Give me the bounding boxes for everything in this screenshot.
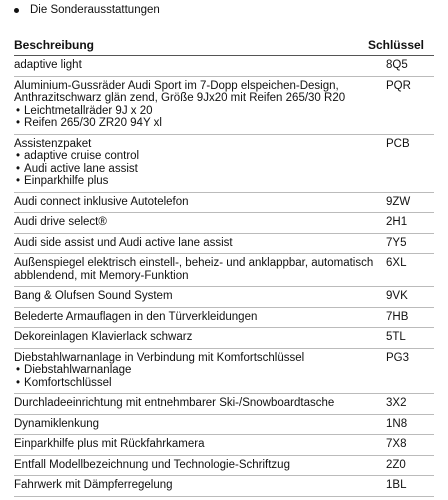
row-description — [14, 290, 374, 303]
row-description — [14, 331, 374, 344]
row-code: 9ZW — [386, 195, 411, 208]
table-row — [14, 349, 434, 395]
row-description — [14, 59, 374, 72]
row-code: 9VK — [386, 290, 408, 302]
row-description — [14, 352, 374, 390]
description-line: Audi side assist und Audi active lane assist — [14, 236, 233, 249]
row-code: 1BL — [386, 479, 407, 491]
table-row — [14, 193, 434, 214]
table-row — [14, 328, 434, 349]
table-row — [14, 308, 434, 329]
row-description — [14, 237, 374, 250]
description-line: Einparkhilfe plus mit Rückfahrkamera — [14, 438, 205, 450]
table-row — [14, 77, 434, 135]
bullet-icon: • — [16, 364, 21, 376]
description-line: Dynamiklenkung — [14, 417, 100, 430]
bullet-icon — [14, 8, 19, 13]
row-code: 8Q5 — [386, 59, 408, 71]
sub-item — [14, 175, 374, 188]
row-code: 7X8 — [386, 438, 407, 450]
bullet-icon: • — [16, 162, 21, 175]
row-description — [14, 216, 374, 229]
table-row — [14, 415, 434, 436]
description-line: Assistenzpaket — [14, 137, 92, 150]
column-header-description: Beschreibung — [14, 38, 95, 52]
row-description — [14, 196, 374, 209]
section-heading — [14, 4, 160, 16]
row-code: 7HB — [386, 310, 409, 323]
row-description — [14, 397, 374, 410]
description-line: Außenspiegel elektrisch einstell-, beheiz- und anklappbar, automatisch — [14, 257, 374, 269]
section-heading-text: Die Sonderausstattungen — [30, 4, 160, 16]
description-line: Aluminium-Gussräder Audi Sport im 7-Dopp elspeichen-Design, — [14, 79, 339, 92]
equipment-table — [14, 38, 434, 497]
sub-item-text: adaptive cruise control — [24, 150, 140, 162]
description-line: Bang & Olufsen Sound System — [14, 290, 173, 302]
description-line: Belederte Armauflagen in den Türverkleidungen — [14, 310, 258, 323]
table-body — [14, 56, 434, 497]
table-header — [14, 38, 434, 56]
table-row — [14, 287, 434, 308]
row-code: 3X2 — [386, 397, 407, 409]
sub-item — [14, 163, 374, 176]
row-code: 7Y5 — [386, 236, 407, 249]
sub-item-text: Audi active lane assist — [24, 162, 138, 175]
description-line: Audi drive select® — [14, 216, 107, 228]
row-description — [14, 311, 374, 324]
description-line: Diebstahlwarnanlage in Verbindung mit Komfortschlüssel — [14, 351, 305, 364]
row-description — [14, 459, 374, 472]
row-code: PQR — [386, 79, 411, 92]
row-code: 5TL — [386, 331, 406, 343]
description-line: Durchladeeinrichtung mit entnehmbarer Ski-/Snowboardtasche — [14, 397, 335, 409]
bullet-icon: • — [16, 150, 21, 162]
description-line: Dekoreinlagen Klavierlack schwarz — [14, 331, 193, 343]
description-line: abblendend, mit Memory-Funktion — [14, 269, 189, 282]
row-description — [14, 438, 374, 451]
bullet-icon: • — [16, 117, 21, 129]
bullet-icon: • — [16, 376, 21, 389]
row-code: 2Z0 — [386, 458, 406, 471]
row-description — [14, 257, 374, 282]
sub-item-text: Komfortschlüssel — [24, 376, 112, 389]
row-description — [14, 80, 374, 130]
table-row — [14, 135, 434, 193]
sub-item — [14, 377, 374, 390]
bullet-icon: • — [16, 104, 21, 117]
row-description — [14, 418, 374, 431]
description-line: Entfall Modellbezeichnung und Technologie-Schriftzug — [14, 458, 290, 471]
row-code: 6XL — [386, 257, 407, 269]
row-description — [14, 138, 374, 188]
sub-item — [14, 364, 374, 377]
row-code: PCB — [386, 137, 410, 150]
sub-item-text: Einparkhilfe plus — [24, 175, 109, 187]
description-line: adaptive light — [14, 59, 82, 71]
row-code: 2H1 — [386, 216, 408, 228]
sub-item-text: Diebstahlwarnanlage — [24, 364, 132, 376]
table-row — [14, 234, 434, 255]
table-row — [14, 56, 434, 77]
table-row — [14, 435, 434, 456]
row-description — [14, 479, 374, 492]
row-code: 1N8 — [386, 417, 408, 430]
row-code: PG3 — [386, 351, 410, 364]
table-row — [14, 476, 434, 497]
description-line: Fahrwerk mit Dämpferregelung — [14, 479, 173, 491]
column-header-key: Schlüssel — [367, 38, 424, 52]
description-line: Audi connect inklusive Autotelefon — [14, 195, 189, 208]
sub-item — [14, 105, 374, 118]
sub-item-text: Leichtmetallräder 9J x 20 — [24, 104, 153, 117]
sub-item — [14, 117, 374, 130]
table-row — [14, 213, 434, 234]
table-row — [14, 254, 434, 287]
bullet-icon: • — [16, 175, 21, 187]
sub-item-text: Reifen 265/30 ZR20 94Y xl — [24, 117, 162, 129]
table-row — [14, 394, 434, 415]
sub-item — [14, 150, 374, 163]
table-row — [14, 456, 434, 477]
description-line: Anthrazitschwarz glän zend, Größe 9Jx20 mit Reifen 265/30 R20 — [14, 92, 346, 104]
